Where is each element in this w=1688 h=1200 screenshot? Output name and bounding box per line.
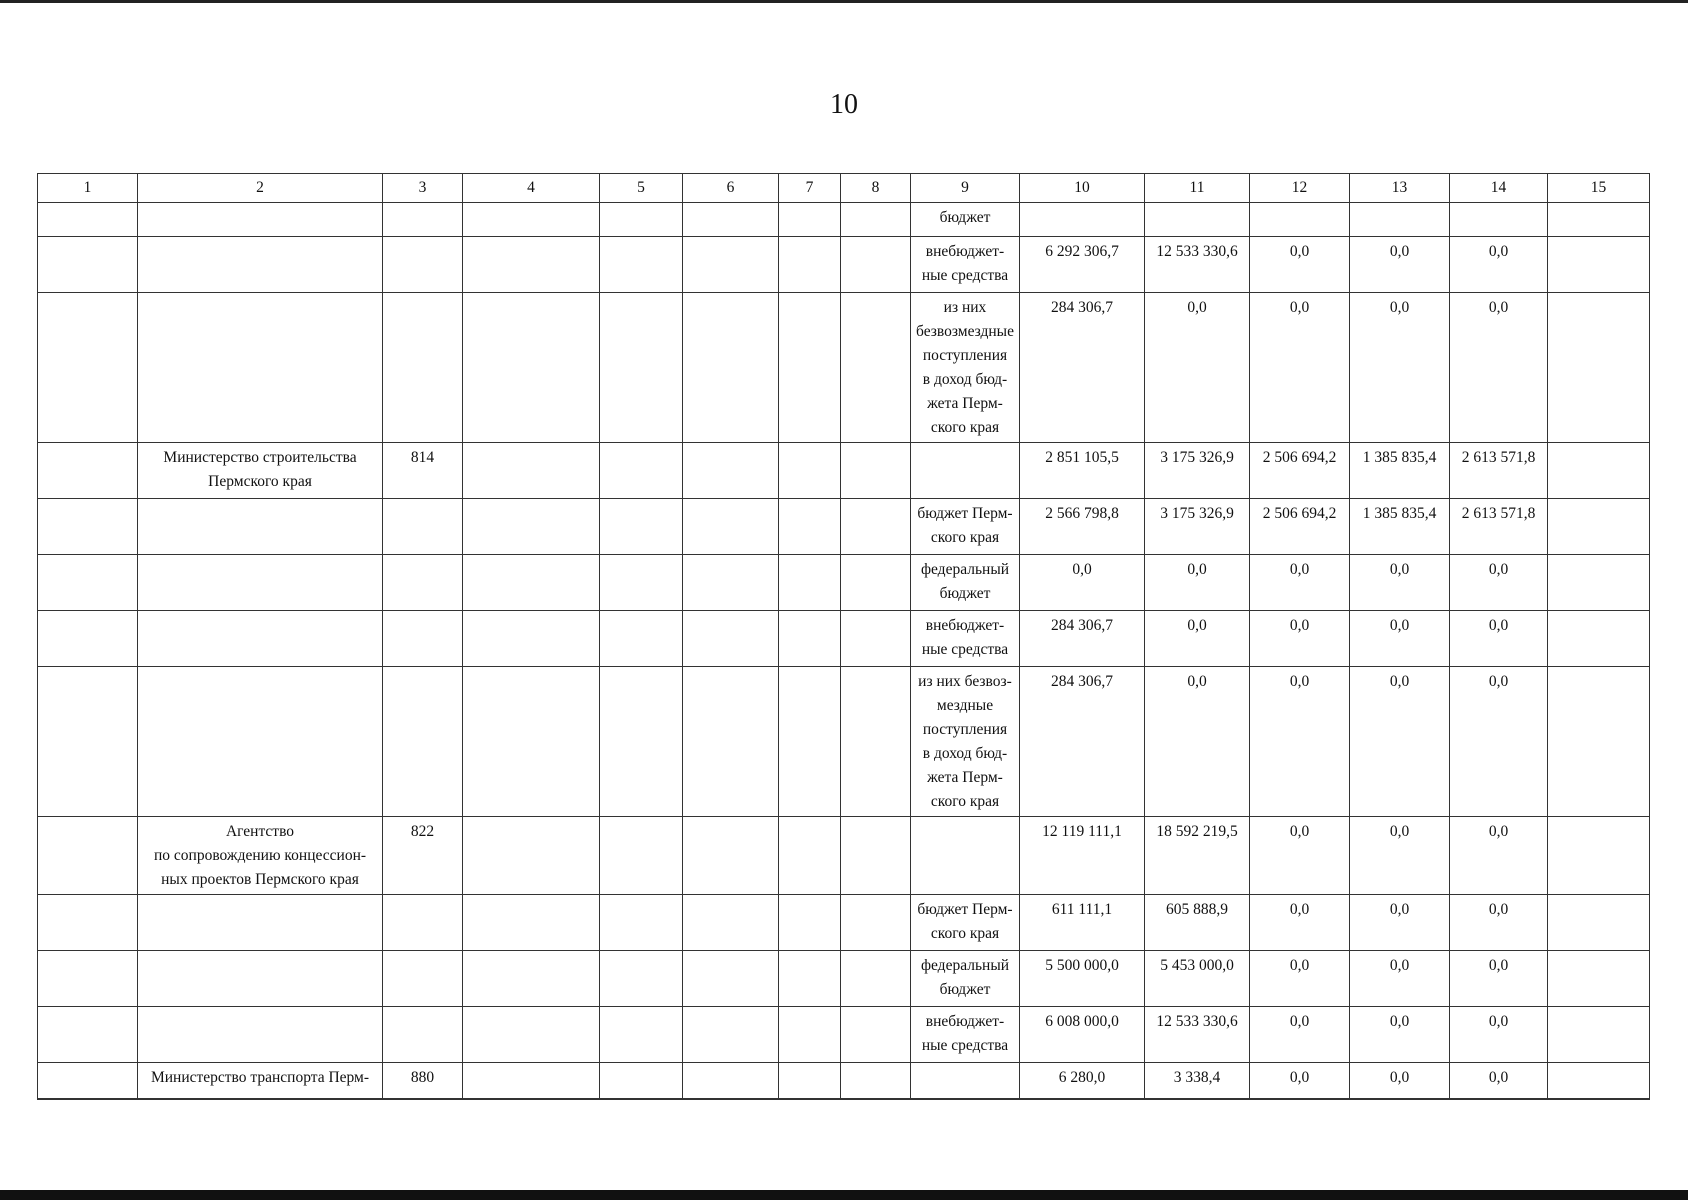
value-col12-cell: 0,0 (1250, 237, 1350, 293)
funding-source-cell (911, 1063, 1020, 1100)
col5-cell (600, 895, 683, 951)
value-col14-cell: 0,0 (1450, 611, 1548, 667)
col15-cell (1548, 499, 1650, 555)
code-cell: 822 (383, 817, 463, 895)
col6-cell (683, 1063, 779, 1100)
value-col11-cell: 3 338,4 (1145, 1063, 1250, 1100)
code-cell: 880 (383, 1063, 463, 1100)
col15-cell (1548, 895, 1650, 951)
value-col12-cell: 0,0 (1250, 895, 1350, 951)
table-row (38, 499, 1650, 555)
funding-source-cell: из них безвозмездные поступления в доход бюд- жета Перм- ского края (911, 293, 1020, 443)
code-cell (383, 499, 463, 555)
header-cell: 11 (1145, 174, 1250, 203)
col15-cell (1548, 667, 1650, 817)
value-col11-cell (1145, 203, 1250, 237)
organization-cell: Министерство транспорта Перм- (138, 1063, 383, 1100)
row-number-cell (38, 443, 138, 499)
col15-cell (1548, 293, 1650, 443)
col7-cell (779, 895, 841, 951)
value-col12-cell: 0,0 (1250, 1007, 1350, 1063)
value-col13-cell (1350, 203, 1450, 237)
page-top-edge (0, 0, 1688, 3)
col6-cell (683, 555, 779, 611)
value-col11-cell: 0,0 (1145, 667, 1250, 817)
col8-cell (841, 611, 911, 667)
organization-cell (138, 293, 383, 443)
header-cell: 6 (683, 174, 779, 203)
funding-source-cell: внебюджет- ные средства (911, 237, 1020, 293)
funding-source-cell: бюджет (911, 203, 1020, 237)
value-col10-cell: 284 306,7 (1020, 611, 1145, 667)
header-row (38, 174, 1650, 203)
col7-cell (779, 1063, 841, 1100)
value-col14-cell: 0,0 (1450, 667, 1548, 817)
value-col11-cell: 605 888,9 (1145, 895, 1250, 951)
col8-cell (841, 1063, 911, 1100)
col4-cell (463, 667, 600, 817)
organization-cell (138, 895, 383, 951)
funding-source-cell: бюджет Перм- ского края (911, 895, 1020, 951)
value-col14-cell: 0,0 (1450, 895, 1548, 951)
organization-cell (138, 1007, 383, 1063)
col8-cell (841, 499, 911, 555)
col5-cell (600, 667, 683, 817)
value-col11-cell: 0,0 (1145, 611, 1250, 667)
col7-cell (779, 443, 841, 499)
col5-cell (600, 611, 683, 667)
col5-cell (600, 293, 683, 443)
value-col11-cell: 3 175 326,9 (1145, 443, 1250, 499)
code-cell (383, 293, 463, 443)
organization-cell (138, 555, 383, 611)
code-cell (383, 611, 463, 667)
col4-cell (463, 555, 600, 611)
col4-cell (463, 895, 600, 951)
col15-cell (1548, 817, 1650, 895)
col7-cell (779, 237, 841, 293)
col15-cell (1548, 611, 1650, 667)
col15-cell (1548, 237, 1650, 293)
col5-cell (600, 203, 683, 237)
col8-cell (841, 443, 911, 499)
value-col11-cell: 5 453 000,0 (1145, 951, 1250, 1007)
code-cell (383, 951, 463, 1007)
col6-cell (683, 203, 779, 237)
page-bottom-edge (0, 1190, 1688, 1200)
col15-cell (1548, 555, 1650, 611)
funding-source-cell: внебюджет- ные средства (911, 611, 1020, 667)
value-col10-cell: 12 119 111,1 (1020, 817, 1145, 895)
value-col13-cell: 0,0 (1350, 951, 1450, 1007)
col8-cell (841, 667, 911, 817)
col15-cell (1548, 1063, 1650, 1100)
value-col13-cell: 1 385 835,4 (1350, 499, 1450, 555)
col8-cell (841, 555, 911, 611)
col6-cell (683, 499, 779, 555)
funding-source-cell: из них безвоз- мездные поступления в доход бюд- жета Перм- ского края (911, 667, 1020, 817)
value-col11-cell: 12 533 330,6 (1145, 237, 1250, 293)
row-number-cell (38, 1007, 138, 1063)
code-cell (383, 667, 463, 817)
value-col13-cell: 0,0 (1350, 1063, 1450, 1100)
col6-cell (683, 293, 779, 443)
row-number-cell (38, 667, 138, 817)
value-col12-cell: 0,0 (1250, 817, 1350, 895)
organization-cell (138, 667, 383, 817)
value-col10-cell (1020, 203, 1145, 237)
funding-source-cell: бюджет Перм- ского края (911, 499, 1020, 555)
organization-cell (138, 499, 383, 555)
value-col13-cell: 0,0 (1350, 293, 1450, 443)
value-col10-cell: 2 566 798,8 (1020, 499, 1145, 555)
header-cell: 9 (911, 174, 1020, 203)
value-col13-cell: 0,0 (1350, 817, 1450, 895)
value-col10-cell: 611 111,1 (1020, 895, 1145, 951)
value-col14-cell: 0,0 (1450, 237, 1548, 293)
header-cell: 14 (1450, 174, 1548, 203)
value-col12-cell: 0,0 (1250, 555, 1350, 611)
col6-cell (683, 817, 779, 895)
funding-source-cell (911, 443, 1020, 499)
value-col13-cell: 0,0 (1350, 1007, 1450, 1063)
col6-cell (683, 895, 779, 951)
col5-cell (600, 817, 683, 895)
value-col14-cell: 0,0 (1450, 555, 1548, 611)
code-cell (383, 237, 463, 293)
col7-cell (779, 611, 841, 667)
table-row (38, 1063, 1650, 1100)
header-cell: 4 (463, 174, 600, 203)
col4-cell (463, 293, 600, 443)
value-col10-cell: 284 306,7 (1020, 667, 1145, 817)
value-col13-cell: 0,0 (1350, 555, 1450, 611)
col7-cell (779, 1007, 841, 1063)
value-col12-cell: 0,0 (1250, 951, 1350, 1007)
col8-cell (841, 951, 911, 1007)
value-col13-cell: 1 385 835,4 (1350, 443, 1450, 499)
organization-cell (138, 951, 383, 1007)
header-cell: 3 (383, 174, 463, 203)
col7-cell (779, 817, 841, 895)
code-cell (383, 555, 463, 611)
row-number-cell (38, 203, 138, 237)
row-number-cell (38, 817, 138, 895)
col5-cell (600, 1007, 683, 1063)
value-col14-cell: 0,0 (1450, 817, 1548, 895)
col4-cell (463, 951, 600, 1007)
col4-cell (463, 203, 600, 237)
col8-cell (841, 817, 911, 895)
header-cell: 15 (1548, 174, 1650, 203)
col8-cell (841, 895, 911, 951)
organization-cell: Министерство строительства Пермского края (138, 443, 383, 499)
col5-cell (600, 951, 683, 1007)
col4-cell (463, 817, 600, 895)
budget-table (37, 173, 1650, 1100)
value-col12-cell: 2 506 694,2 (1250, 443, 1350, 499)
table-row (38, 611, 1650, 667)
col5-cell (600, 443, 683, 499)
table-row (38, 951, 1650, 1007)
header-cell: 5 (600, 174, 683, 203)
header-cell: 2 (138, 174, 383, 203)
funding-source-cell (911, 817, 1020, 895)
col5-cell (600, 237, 683, 293)
code-cell (383, 895, 463, 951)
header-cell: 13 (1350, 174, 1450, 203)
col15-cell (1548, 1007, 1650, 1063)
table-row (38, 443, 1650, 499)
code-cell (383, 203, 463, 237)
organization-cell (138, 611, 383, 667)
col7-cell (779, 667, 841, 817)
col7-cell (779, 203, 841, 237)
col5-cell (600, 499, 683, 555)
funding-source-cell: федеральный бюджет (911, 555, 1020, 611)
col4-cell (463, 499, 600, 555)
header-cell: 8 (841, 174, 911, 203)
value-col12-cell: 0,0 (1250, 667, 1350, 817)
row-number-cell (38, 1063, 138, 1100)
header-cell: 10 (1020, 174, 1145, 203)
col15-cell (1548, 203, 1650, 237)
value-col13-cell: 0,0 (1350, 611, 1450, 667)
col7-cell (779, 293, 841, 443)
funding-source-cell: внебюджет- ные средства (911, 1007, 1020, 1063)
value-col10-cell: 0,0 (1020, 555, 1145, 611)
col6-cell (683, 667, 779, 817)
header-cell: 12 (1250, 174, 1350, 203)
row-number-cell (38, 293, 138, 443)
value-col14-cell: 0,0 (1450, 951, 1548, 1007)
value-col12-cell: 0,0 (1250, 1063, 1350, 1100)
col8-cell (841, 1007, 911, 1063)
organization-cell: Агентство по сопровождению концессион- ных проектов Пермского края (138, 817, 383, 895)
organization-cell (138, 203, 383, 237)
row-number-cell (38, 951, 138, 1007)
value-col14-cell (1450, 203, 1548, 237)
value-col11-cell: 12 533 330,6 (1145, 1007, 1250, 1063)
table-row (38, 895, 1650, 951)
value-col10-cell: 6 292 306,7 (1020, 237, 1145, 293)
row-number-cell (38, 895, 138, 951)
col6-cell (683, 951, 779, 1007)
col8-cell (841, 203, 911, 237)
value-col14-cell: 2 613 571,8 (1450, 443, 1548, 499)
value-col10-cell: 6 280,0 (1020, 1063, 1145, 1100)
row-number-cell (38, 499, 138, 555)
table-row (38, 237, 1650, 293)
value-col11-cell: 0,0 (1145, 555, 1250, 611)
table-row (38, 203, 1650, 237)
col7-cell (779, 555, 841, 611)
header-cell: 7 (779, 174, 841, 203)
value-col12-cell: 0,0 (1250, 611, 1350, 667)
value-col14-cell: 2 613 571,8 (1450, 499, 1548, 555)
col5-cell (600, 555, 683, 611)
value-col13-cell: 0,0 (1350, 895, 1450, 951)
row-number-cell (38, 237, 138, 293)
col15-cell (1548, 443, 1650, 499)
value-col14-cell: 0,0 (1450, 1007, 1548, 1063)
col4-cell (463, 443, 600, 499)
col4-cell (463, 611, 600, 667)
col6-cell (683, 237, 779, 293)
value-col13-cell: 0,0 (1350, 237, 1450, 293)
table-row (38, 667, 1650, 817)
col7-cell (779, 951, 841, 1007)
value-col10-cell: 2 851 105,5 (1020, 443, 1145, 499)
col4-cell (463, 1063, 600, 1100)
table-row (38, 1007, 1650, 1063)
code-cell (383, 1007, 463, 1063)
page-number: 10 (830, 89, 858, 120)
col6-cell (683, 443, 779, 499)
table-row (38, 293, 1650, 443)
value-col14-cell: 0,0 (1450, 1063, 1548, 1100)
value-col13-cell: 0,0 (1350, 667, 1450, 817)
value-col11-cell: 18 592 219,5 (1145, 817, 1250, 895)
value-col14-cell: 0,0 (1450, 293, 1548, 443)
funding-source-cell: федеральный бюджет (911, 951, 1020, 1007)
col4-cell (463, 237, 600, 293)
value-col11-cell: 0,0 (1145, 293, 1250, 443)
col4-cell (463, 1007, 600, 1063)
col6-cell (683, 1007, 779, 1063)
value-col11-cell: 3 175 326,9 (1145, 499, 1250, 555)
code-cell: 814 (383, 443, 463, 499)
col8-cell (841, 237, 911, 293)
table-row (38, 555, 1650, 611)
row-number-cell (38, 611, 138, 667)
col8-cell (841, 293, 911, 443)
value-col10-cell: 284 306,7 (1020, 293, 1145, 443)
col15-cell (1548, 951, 1650, 1007)
col7-cell (779, 499, 841, 555)
value-col12-cell: 0,0 (1250, 293, 1350, 443)
col5-cell (600, 1063, 683, 1100)
header-cell: 1 (38, 174, 138, 203)
col6-cell (683, 611, 779, 667)
row-number-cell (38, 555, 138, 611)
organization-cell (138, 237, 383, 293)
value-col10-cell: 6 008 000,0 (1020, 1007, 1145, 1063)
value-col12-cell (1250, 203, 1350, 237)
value-col10-cell: 5 500 000,0 (1020, 951, 1145, 1007)
value-col12-cell: 2 506 694,2 (1250, 499, 1350, 555)
table-row (38, 817, 1650, 895)
